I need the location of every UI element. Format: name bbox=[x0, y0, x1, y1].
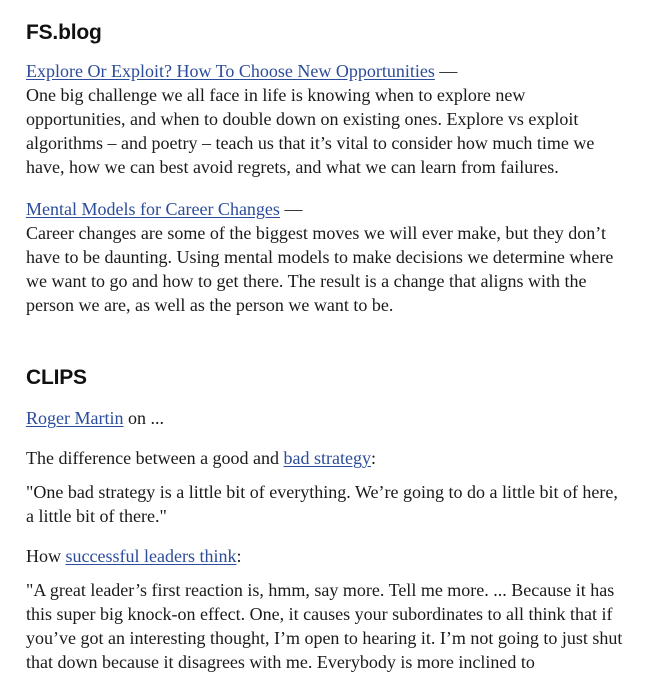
entry-separator: — bbox=[439, 61, 458, 82]
clip-lead-suffix: : bbox=[371, 448, 377, 469]
article-entry bbox=[26, 197, 624, 317]
clip-lead-in bbox=[26, 544, 624, 568]
clip-quote: "A great leader’s first reaction is, hmm, say more. Tell me more. ... Because it has this super big knock-on effect. One, it causes your subordinates to all think that if you’ve got an interesting thought, I’m open to hearing it. I’m not going to just shut that down because it disagrees with me. Everybody is more inclined to bbox=[26, 580, 623, 673]
page-title: FS.blog bbox=[26, 21, 102, 44]
clip-source-suffix: on ... bbox=[127, 408, 164, 429]
article-entry bbox=[26, 59, 624, 179]
clip-lead-text: How bbox=[26, 546, 66, 567]
article-summary: Career changes are some of the biggest moves we will ever make, but they don’t have to be daunting. Using mental models to make decisions we determine where we want to go and how to get there. The result is a change that aligns with the person we are, as well as the person we want to be. bbox=[26, 223, 614, 316]
article-link-explore-or-exploit[interactable]: Explore Or Exploit? How To Choose New Opportunities bbox=[26, 61, 435, 82]
clip-source-link-roger-martin[interactable]: Roger Martin bbox=[26, 408, 124, 429]
section-title-clips: CLIPS bbox=[26, 366, 87, 390]
article-link-mental-models-career[interactable]: Mental Models for Career Changes bbox=[26, 199, 280, 220]
entry-separator: — bbox=[284, 199, 303, 220]
article-summary: One big challenge we all face in life is knowing when to explore new opportunities, and when to double down on existing ones. Explore vs exploit algorithms – and poetry – teach us that it’s vital to consider how much time we have, how we can best avoid regrets, and what we can learn from failures. bbox=[26, 85, 595, 178]
clip-link-bad-strategy[interactable]: bad strategy bbox=[283, 448, 372, 469]
clip-source bbox=[26, 406, 624, 430]
clip-link-successful-leaders-think[interactable]: successful leaders think bbox=[65, 546, 237, 567]
clip-lead-suffix: : bbox=[236, 546, 242, 567]
clip-lead-text: The difference between a good and bbox=[26, 448, 284, 469]
clip-lead-in bbox=[26, 446, 624, 470]
clip-quote: "One bad strategy is a little bit of everything. We’re going to do a little bit of here, a little bit of there." bbox=[26, 482, 618, 527]
